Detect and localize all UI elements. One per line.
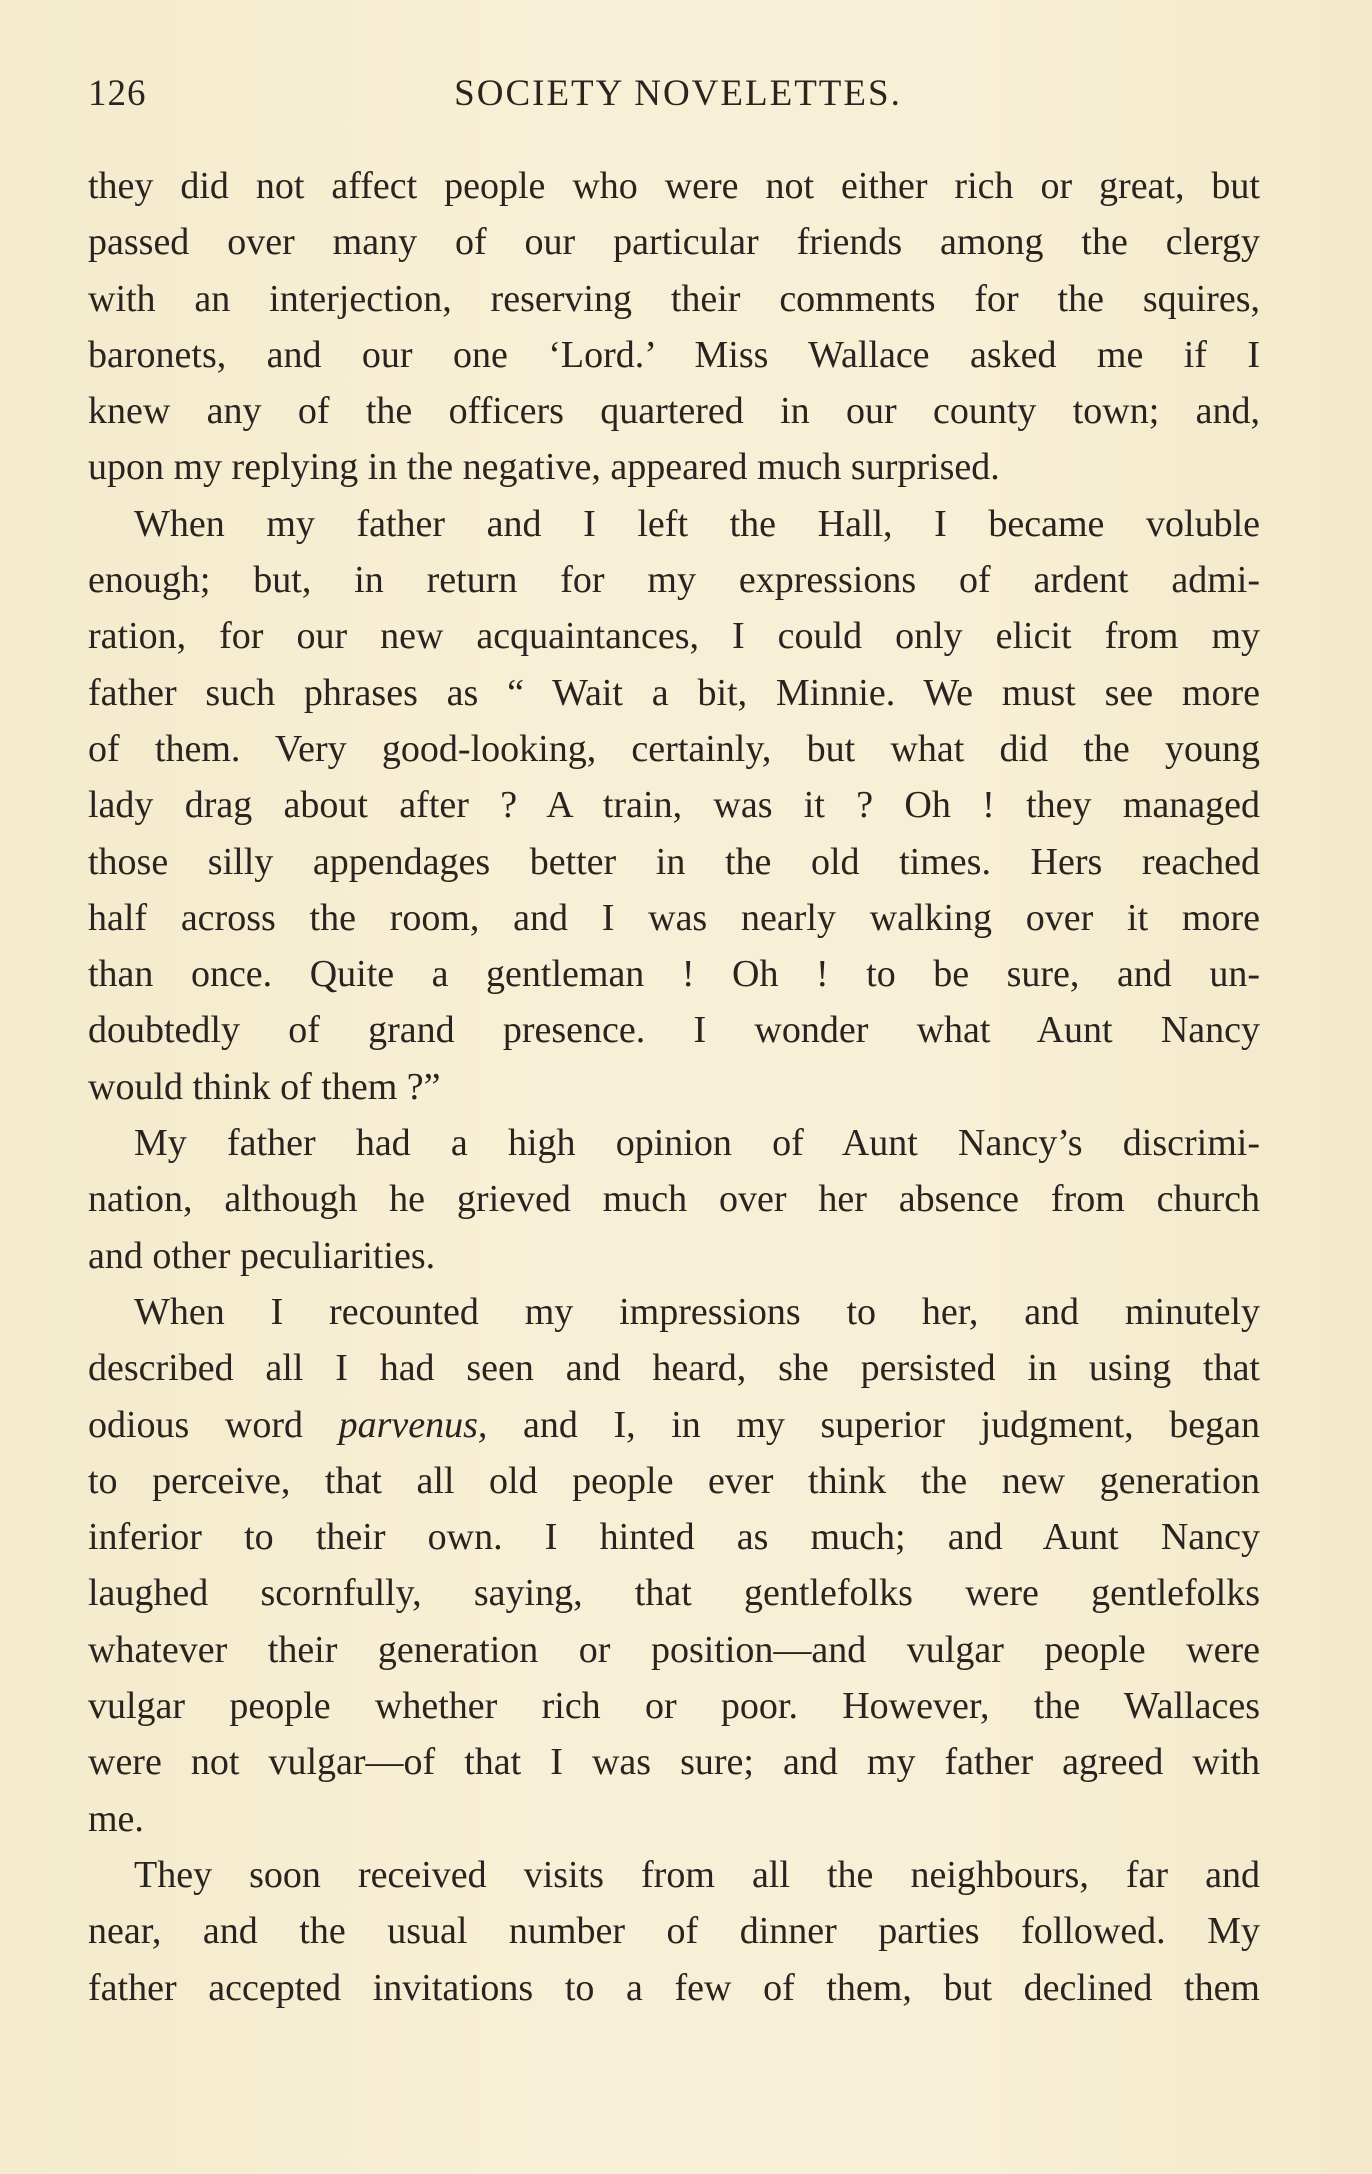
body-text: [88, 158, 1260, 2016]
text-line: described all I had seen and heard, she persisted in using that: [88, 1347, 1260, 1390]
page-number: 126: [88, 73, 147, 114]
text-line: enough; but, in return for my expressions of ardent admi-: [88, 559, 1260, 602]
text-line: lady drag about after ? A train, was it ? Oh ! they managed: [88, 784, 1260, 827]
text-line: passed over many of our particular friends among the clergy: [88, 221, 1260, 264]
text-line: inferior to their own. I hinted as much; and Aunt Nancy: [88, 1516, 1260, 1559]
running-title: SOCIETY NOVELETTES.: [454, 73, 902, 114]
text-line: baronets, and our one ‘Lord.’ Miss Wallace asked me if I: [88, 333, 1260, 376]
text-fragment: and I, in my superior judgment, began: [523, 1403, 1260, 1446]
text-line: and other peculiarities.: [88, 1234, 436, 1277]
text-line: nation, although he grieved much over her absence from church: [88, 1178, 1260, 1221]
text-line: were not vulgar—of that I was sure; and my father agreed with: [88, 1741, 1260, 1784]
text-line: to perceive, that all old people ever think the new generation: [88, 1459, 1260, 1502]
italic-word: parvenus,: [338, 1403, 488, 1446]
text-line: whatever their generation or position—and vulgar people were: [88, 1628, 1260, 1671]
page-header: [88, 72, 1268, 132]
text-line: My father had a high opinion of Aunt Nancy’s discrimi-: [134, 1122, 1260, 1165]
text-line: than once. Quite a gentleman ! Oh ! to be sure, and un-: [88, 953, 1260, 996]
text-line: me.: [88, 1797, 144, 1840]
text-line: father accepted invitations to a few of them, but declined them: [88, 1966, 1260, 2009]
text-fragment: odious word: [88, 1403, 304, 1446]
text-line: They soon received visits from all the neighbours, far and: [134, 1853, 1260, 1896]
text-line: vulgar people whether rich or poor. However, the Wallaces: [88, 1685, 1260, 1728]
text-line: father such phrases as “ Wait a bit, Minnie. We must see more: [88, 671, 1260, 714]
text-line: those silly appendages better in the old times. Hers reached: [88, 840, 1260, 883]
text-line-with-italic: [88, 1397, 1260, 1453]
text-line: upon my replying in the negative, appeared much surprised.: [88, 446, 1000, 489]
text-line: of them. Very good-looking, certainly, but what did the young: [88, 727, 1260, 770]
text-line: knew any of the officers quartered in our county town; and,: [88, 390, 1260, 433]
text-line: would think of them ?”: [88, 1065, 441, 1108]
text-line: with an interjection, reserving their comments for the squires,: [88, 277, 1260, 320]
text-line: laughed scornfully, saying, that gentlefolks were gentlefolks: [88, 1572, 1260, 1615]
text-line: When I recounted my impressions to her, and minutely: [134, 1290, 1260, 1333]
text-line: they did not affect people who were not either rich or great, but: [88, 165, 1260, 207]
text-line: ration, for our new acquaintances, I could only elicit from my: [88, 615, 1260, 658]
text-line: near, and the usual number of dinner parties followed. My: [88, 1910, 1260, 1953]
text-line: doubtedly of grand presence. I wonder what Aunt Nancy: [88, 1009, 1260, 1052]
text-line: When my father and I left the Hall, I became voluble: [134, 502, 1260, 545]
text-line: half across the room, and I was nearly walking over it more: [88, 896, 1260, 939]
